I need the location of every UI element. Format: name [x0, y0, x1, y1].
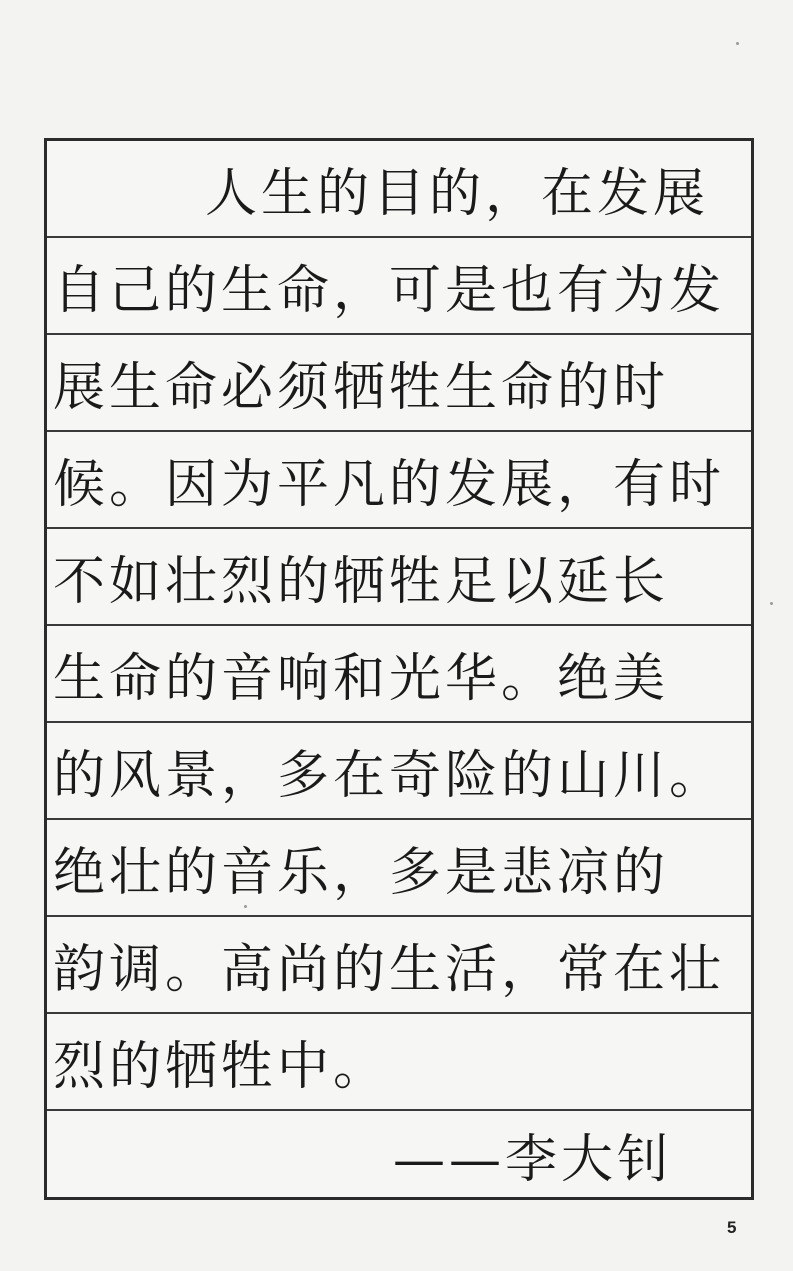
- page-number: 5: [727, 1218, 737, 1237]
- author-signature: ——李大钊: [392, 1129, 673, 1190]
- text-line-9: 韵调。高尚的生活，常在壮: [47, 917, 751, 1014]
- text-line-8: 绝壮的音乐，多是悲凉的: [47, 820, 751, 917]
- text-line-10: 烈的牺牲中。: [47, 1014, 751, 1111]
- copybook-grid: [44, 138, 754, 1200]
- text-line-1: 人生的目的，在发展: [47, 141, 751, 238]
- paper-speck: [770, 602, 773, 605]
- text-line-4: 候。因为平凡的发展，有时: [47, 432, 751, 529]
- text-line-3: 展生命必须牺牲生命的时: [47, 335, 751, 432]
- text-line-2: 自己的生命，可是也有为发: [47, 238, 751, 335]
- text-line-5: 不如壮烈的牺牲足以延长: [47, 529, 751, 626]
- paper-speck: [736, 42, 739, 45]
- text-line-6: 生命的音响和光华。绝美: [47, 626, 751, 723]
- text-line-7: 的风景，多在奇险的山川。: [47, 723, 751, 820]
- paper-speck: [244, 905, 247, 908]
